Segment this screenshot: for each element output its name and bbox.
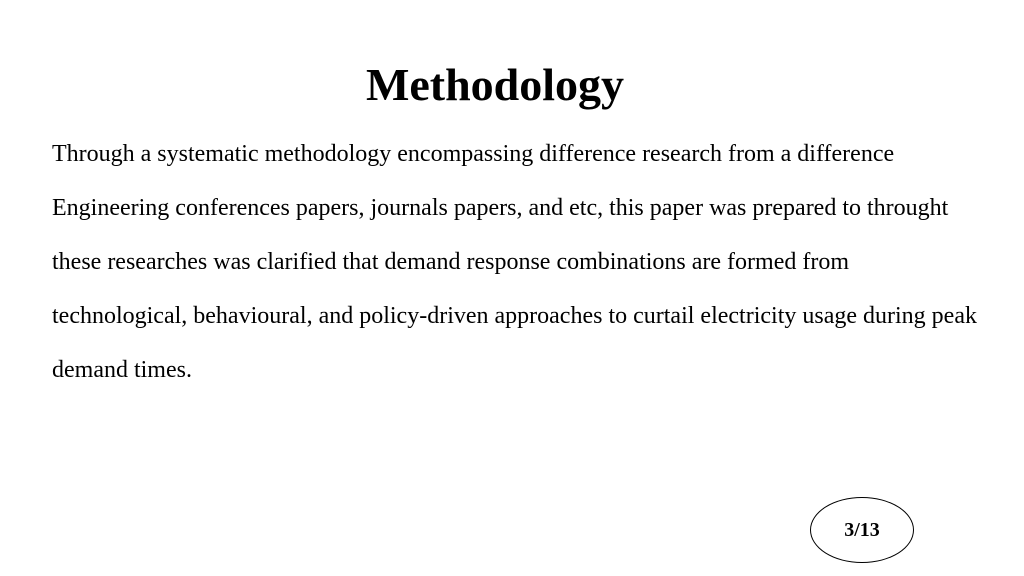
slide-body-text: Through a systematic methodology encompassing difference research from a difference Engineering conferences papers, journals papers, and etc, this paper was prepared to throught these researches was clarified that demand response combinations are formed from technological, behavioural, and policy-driven approaches to curtail electricity usage during peak demand times. bbox=[52, 141, 977, 383]
slide-title: Methodology bbox=[365, 59, 625, 110]
page-number-badge bbox=[810, 497, 914, 563]
page-number-label: 3/13 bbox=[844, 518, 880, 541]
